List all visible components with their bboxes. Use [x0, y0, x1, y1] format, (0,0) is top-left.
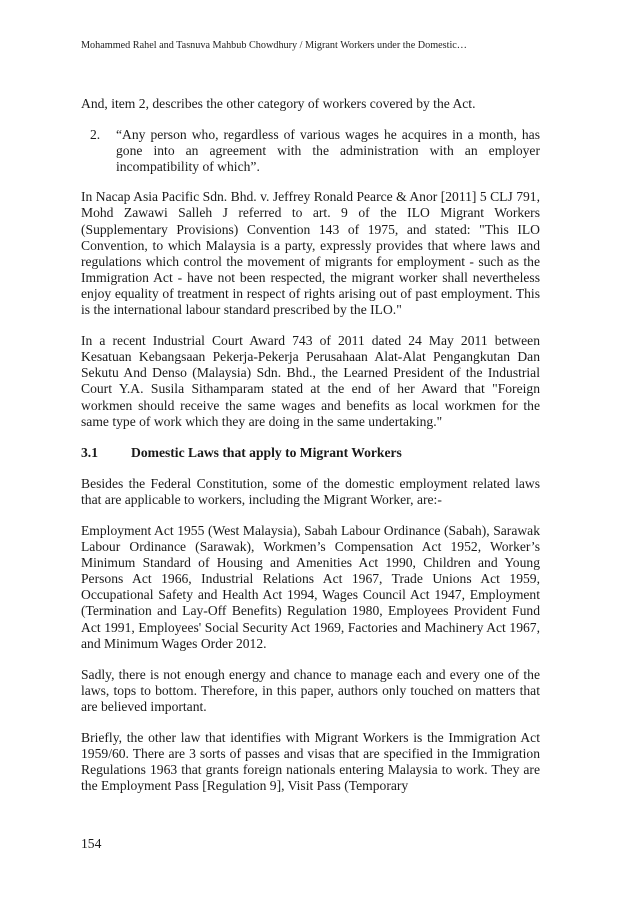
briefly-paragraph: Briefly, the other law that identifies with Migrant Workers is the Immigration Act 1959/60. There are 3 sorts of passes and visas that are specified in the Immigration Regulations 1963 that grants foreign nationals entering Malaysia to work. They are the Employment Pass [Regulation 9], Visit Pass (Temporary	[81, 730, 540, 794]
section-title: Domestic Laws that apply to Migrant Workers	[131, 444, 402, 460]
body-text	[81, 96, 540, 809]
acts-paragraph: Employment Act 1955 (West Malaysia), Sabah Labour Ordinance (Sabah), Sarawak Labour Ordinance (Sarawak), Workmen’s Compensation Act 1952, Worker’s Minimum Standard of Housing and Amenities Act 1990, Children and Young Persons Act 1966, Industrial Relations Act 1967, Trade Unions Act 1959, Occupational Safety and Health Act 1994, Wages Council Act 1947, Employment (Termination and Lay-Off Benefits) Regulation 1980, Employees Provident Fund Act 1991, Employees' Social Security Act 1969, Factories and Machinery Act 1967, and Minimum Wages Order 2012.	[81, 522, 540, 651]
nacap-paragraph: In Nacap Asia Pacific Sdn. Bhd. v. Jeffrey Ronald Pearce & Anor [2011] 5 CLJ 791, Mohd Zawawi Salleh J referred to art. 9 of the ILO Migrant Workers (Supplementary Provisions) Convention 143 of 1975, and stated: "This ILO Convention, to which Malaysia is a party, expressly provides that where laws and regulations which control the movement of migrants for employment - such as the Immigration Act - have not been respected, the migrant worker shall nevertheless enjoy equality of treatment in respect of rights arising out of past employment. This is the international labour standard prescribed by the ILO."	[81, 189, 540, 318]
sadly-paragraph: Sadly, there is not enough energy and chance to manage each and every one of the laws, tops to bottom. Therefore, in this paper, authors only touched on matters that are believed important.	[81, 666, 540, 714]
page-number: 154	[81, 836, 102, 851]
besides-paragraph: Besides the Federal Constitution, some of the domestic employment related laws that are applicable to workers, including the Migrant Worker, are:-	[81, 475, 540, 507]
running-head: Mohammed Rahel and Tasnuva Mahbub Chowdhury / Migrant Workers under the Domestic…	[81, 40, 467, 51]
section-number: 3.1	[81, 444, 98, 460]
intro-paragraph: And, item 2, describes the other category of workers covered by the Act.	[81, 96, 476, 111]
list-item	[81, 127, 540, 175]
list-item-text: “Any person who, regardless of various wages he acquires in a month, has gone into an agreement with the administration with an employer incompatibility of which”.	[116, 127, 540, 175]
list-item-number: 2.	[90, 127, 101, 143]
section-heading	[81, 445, 540, 461]
award-paragraph: In a recent Industrial Court Award 743 of 2011 dated 24 May 2011 between Kesatuan Kebangsaan Pekerja-Pekerja Perusahaan Alat-Alat Pengangkutan Dan Sekutu And Denso (Malaysia) Sdn. Bhd., the Learned President of the Industrial Court Y.A. Susila Sithamparam stated at the end of her Award that "Foreign workmen should receive the same wages and benefits as local workmen for the same type of work which they are doing in the same undertaking."	[81, 333, 540, 429]
